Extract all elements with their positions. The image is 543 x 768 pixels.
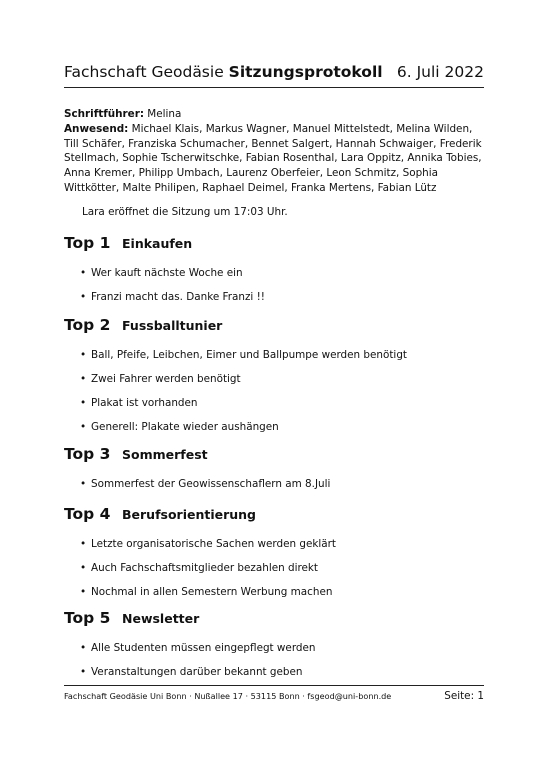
- recorder-line: [64, 107, 484, 122]
- bullet-icon: •: [80, 349, 87, 361]
- agenda-item-number: Top 1: [64, 234, 111, 252]
- agenda-item-heading: [64, 609, 484, 631]
- meeting-meta: [64, 107, 484, 196]
- attendees-line: [64, 122, 484, 196]
- agenda-item-title: Sommerfest: [122, 447, 208, 462]
- attendees-label: Anwesend:: [64, 122, 129, 135]
- header-date: 6. Juli 2022: [396, 63, 484, 81]
- header-org: Fachschaft Geodäsie: [64, 63, 224, 81]
- list-item: • Sommerfest der Geowissenschaflern am 8.Juli: [80, 478, 331, 490]
- bullet-icon: •: [80, 642, 87, 654]
- bullet-icon: •: [80, 397, 87, 409]
- agenda-item-title: Newsletter: [122, 611, 200, 626]
- agenda-item-points: [64, 641, 484, 679]
- bullet-icon: •: [80, 586, 87, 598]
- agenda-item-1: [64, 234, 484, 304]
- list-item: • Alle Studenten müssen eingepflegt werden: [80, 642, 316, 654]
- list-item: • Nochmal in allen Semestern Werbung machen: [80, 586, 333, 598]
- footer-address: Fachschaft Geodäsie Uni Bonn · Nußallee 17 · 53115 Bonn · fsgeod@uni-bonn.de: [64, 691, 392, 701]
- page-number: Seite: 1: [444, 690, 484, 702]
- page-footer: [64, 690, 484, 702]
- agenda-item-heading: [64, 505, 484, 527]
- bullet-icon: •: [80, 373, 87, 385]
- agenda-item-points: [64, 348, 484, 434]
- bullet-icon: •: [80, 421, 87, 433]
- agenda-item-number: Top 5: [64, 609, 111, 627]
- list-item: • Plakat ist vorhanden: [80, 397, 198, 409]
- list-item: • Ball, Pfeife, Leibchen, Eimer und Ballpumpe werden benötigt: [80, 349, 407, 361]
- attendees-list: Michael Klais, Markus Wagner, Manuel Mittelstedt, Melina Wilden, Till Schäfer, Franziska Schumacher, Bennet Salgert, Hannah Schwaiger, Frederik Stellmach, Sophie Tscherwitschke, Fabian Rosenthal, Lara Oppitz, Annika Tobies, Anna Kremer, Philipp Umbach, Laurenz Oberfeier, Leon Schmitz, Sophia Wittkötter, Malte Philipen, Raphael Deimel, Franka Mertens, Fabian Lütz: [64, 122, 482, 194]
- opening-statement: Lara eröffnet die Sitzung um 17:03 Uhr.: [82, 206, 288, 218]
- recorder-label: Schriftführer:: [64, 108, 144, 120]
- agenda-item-3: [64, 445, 484, 491]
- agenda-item-points: [64, 477, 484, 491]
- agenda-item-heading: [64, 316, 484, 338]
- agenda-item-points: [64, 537, 484, 599]
- page-header: [64, 62, 484, 82]
- header-doc-type: Sitzungsprotokoll: [228, 63, 383, 81]
- bullet-icon: •: [80, 666, 87, 678]
- header-title: [64, 62, 383, 82]
- footer-divider: [64, 685, 484, 686]
- header-divider: [64, 87, 484, 88]
- agenda-item-title: Fussballtunier: [122, 318, 223, 333]
- agenda-item-number: Top 2: [64, 316, 111, 334]
- agenda-item-number: Top 3: [64, 445, 111, 463]
- agenda-item-heading: [64, 445, 484, 467]
- bullet-icon: •: [80, 291, 87, 303]
- agenda-item-4: [64, 505, 484, 599]
- agenda-item-5: [64, 609, 484, 679]
- list-item: • Wer kauft nächste Woche ein: [80, 267, 243, 279]
- list-item: • Veranstaltungen darüber bekannt geben: [80, 666, 303, 678]
- recorder-name: Melina: [147, 108, 182, 120]
- list-item: • Zwei Fahrer werden benötigt: [80, 373, 241, 385]
- agenda-item-title: Einkaufen: [122, 236, 193, 251]
- bullet-icon: •: [80, 538, 87, 550]
- bullet-icon: •: [80, 267, 87, 279]
- agenda-item-points: [64, 266, 484, 304]
- agenda-item-title: Berufsorientierung: [122, 507, 257, 522]
- agenda-item-number: Top 4: [64, 505, 111, 523]
- list-item: • Generell: Plakate wieder aushängen: [80, 421, 279, 433]
- bullet-icon: •: [80, 478, 87, 490]
- list-item: • Franzi macht das. Danke Franzi !!: [80, 291, 265, 303]
- list-item: • Letzte organisatorische Sachen werden geklärt: [80, 538, 336, 550]
- agenda-item-2: [64, 316, 484, 434]
- bullet-icon: •: [80, 562, 87, 574]
- list-item: • Auch Fachschaftsmitglieder bezahlen direkt: [80, 562, 319, 574]
- agenda-item-heading: [64, 234, 484, 256]
